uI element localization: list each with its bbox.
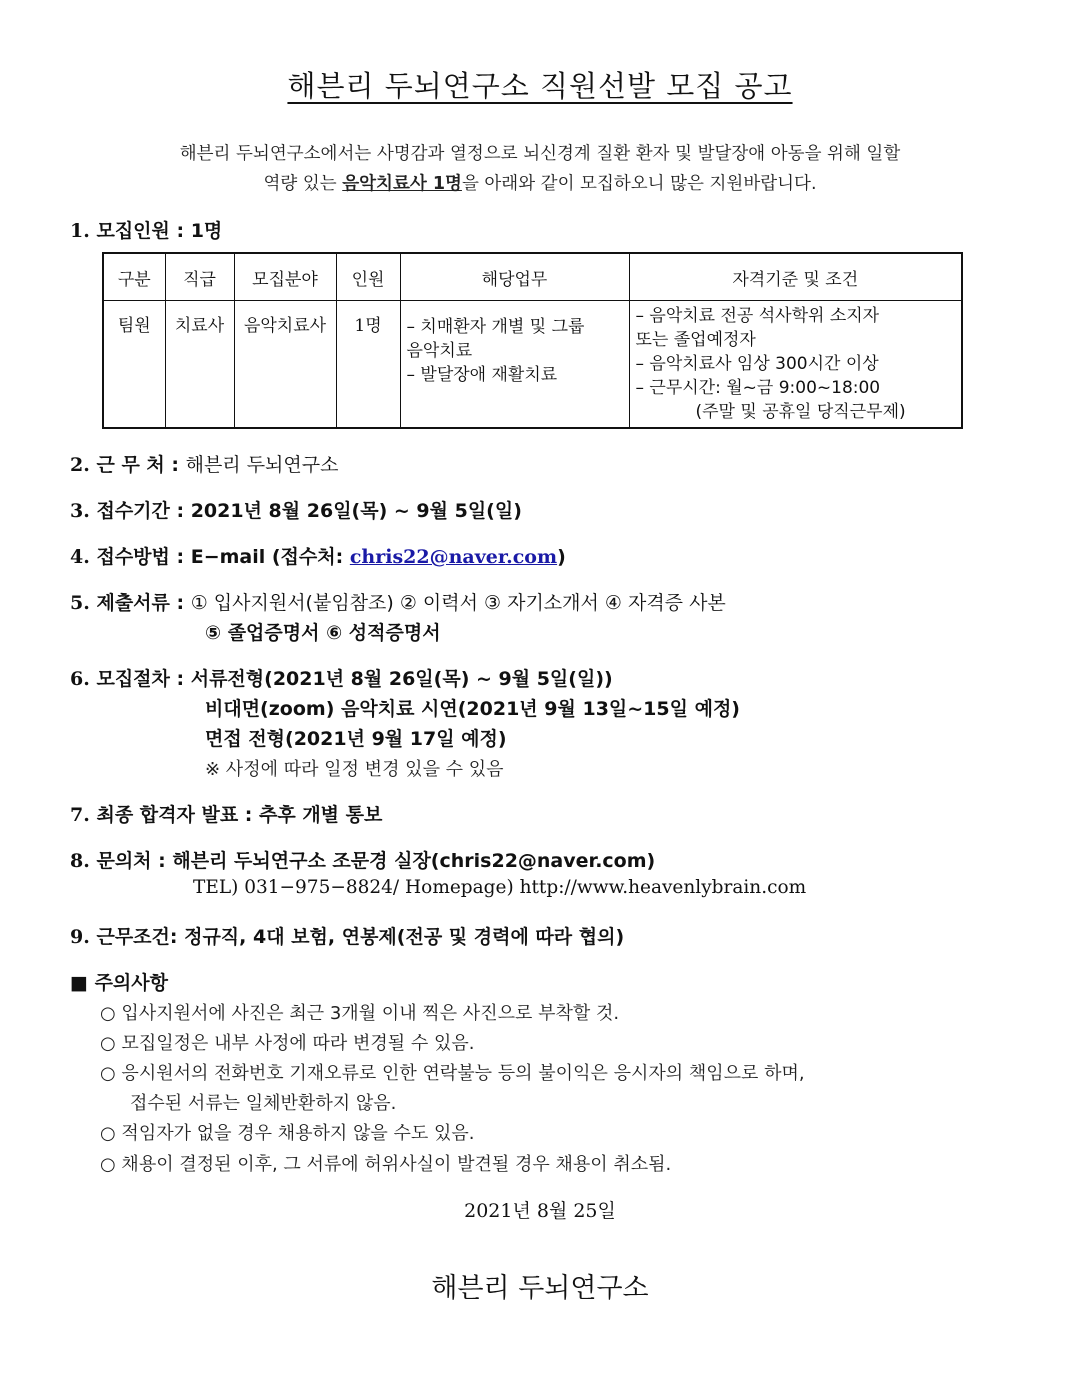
cell-qualifications: – 음악치료 전공 석사학위 소지자 또는 졸업예정자 – 음악치료사 임상 300시간 이상 – 근무시간: 월~금 9:00~18:00 (주말 및 공휴일 당직근무제) (629, 301, 962, 429)
header-count: 인원 (336, 253, 400, 301)
section-6-notice: ※ 사정에 따라 일정 변경 있을 수 있음 (205, 759, 504, 780)
page-title: 해븐리 두뇌연구소 직원선발 모집 공고 (287, 69, 793, 103)
intro-line-2: 역량 있는 음악치료사 1명을 아래와 같이 모집하오니 많은 지원바랍니다. (263, 174, 817, 194)
note-item: ○ 채용이 결정된 이후, 그 서류에 허위사실이 발견될 경우 채용이 취소됨. (100, 1154, 672, 1175)
note-item: ○ 입사지원서에 사진은 최근 3개월 이내 찍은 사진으로 부착할 것. (100, 1003, 620, 1024)
note-item: ○ 모집일정은 내부 사정에 따라 변경될 수 있음. (100, 1033, 475, 1054)
recruitment-table (102, 252, 963, 429)
cell-field: 음악치료사 (234, 301, 336, 429)
header-field: 모집분야 (234, 253, 336, 301)
section-2-workplace: 2. 근 무 처 : 해븐리 두뇌연구소 (70, 454, 339, 476)
section-5-documents-line-2: ⑤ 졸업증명서 ⑥ 성적증명서 (205, 622, 441, 644)
organization-name: 해븐리 두뇌연구소 (431, 1273, 649, 1304)
intro-line-1: 해븐리 두뇌연구소에서는 사명감과 열정으로 뇌신경계 질환 환자 및 발달장애 아동을 위해 일할 (179, 144, 901, 164)
header-qualifications: 자격기준 및 조건 (629, 253, 962, 301)
cell-count: 1명 (336, 301, 400, 429)
announcement-date: 2021년 8월 25일 (464, 1200, 616, 1222)
notes-heading: ■ 주의사항 (70, 972, 168, 994)
header-rank: 직급 (165, 253, 234, 301)
section-5-documents: 5. 제출서류 : ① 입사지원서(붙임참조) ② 이력서 ③ 자기소개서 ④ 자격증 사본 (70, 592, 726, 614)
position-highlight: 음악치료사 1명 (342, 174, 462, 194)
section-8-contact-line-2: TEL) 031−975−8824/ Homepage) http://www.heavenlybrain.com (193, 877, 807, 898)
section-4-method: 4. 접수방법 : E−mail (접수처: chris22@naver.com) (70, 546, 566, 568)
section-8-contact: 8. 문의처 : 해븐리 두뇌연구소 조문경 실장(chris22@naver.com) (70, 850, 656, 872)
section-6-procedure: 6. 모집절차 : 서류전형(2021년 8월 26일(목) ~ 9월 5일(일)) (70, 668, 613, 690)
table-header-row (103, 253, 962, 301)
header-duties: 해당업무 (400, 253, 629, 301)
section-1-headcount: 1. 모집인원 : 1명 (70, 220, 223, 242)
section-6-line-3: 면접 전형(2021년 9월 17일 예정) (205, 728, 507, 750)
note-item-continuation: 접수된 서류는 일체반환하지 않음. (130, 1093, 397, 1114)
section-9-conditions: 9. 근무조건: 정규직, 4대 보험, 연봉제(전공 및 경력에 따라 협의) (70, 926, 625, 948)
section-7-announcement: 7. 최종 합격자 발표 : 추후 개별 통보 (70, 804, 383, 826)
note-item: ○ 응시원서의 전화번호 기재오류로 인한 연락불능 등의 불이익은 응시자의 책임으로 하며, (100, 1063, 805, 1084)
cell-division: 팀원 (103, 301, 165, 429)
cell-duties: – 치매환자 개별 및 그룹 음악치료 – 발달장애 재활치료 (400, 301, 629, 429)
table-row (103, 301, 962, 429)
header-division: 구분 (103, 253, 165, 301)
cell-rank: 치료사 (165, 301, 234, 429)
section-6-line-2: 비대면(zoom) 음악치료 시연(2021년 9월 13일~15일 예정) (205, 698, 740, 720)
email-link[interactable]: chris22@naver.com (349, 546, 558, 568)
note-item: ○ 적임자가 없을 경우 채용하지 않을 수도 있음. (100, 1123, 475, 1144)
section-3-period: 3. 접수기간 : 2021년 8월 26일(목) ~ 9월 5일(일) (70, 500, 522, 522)
